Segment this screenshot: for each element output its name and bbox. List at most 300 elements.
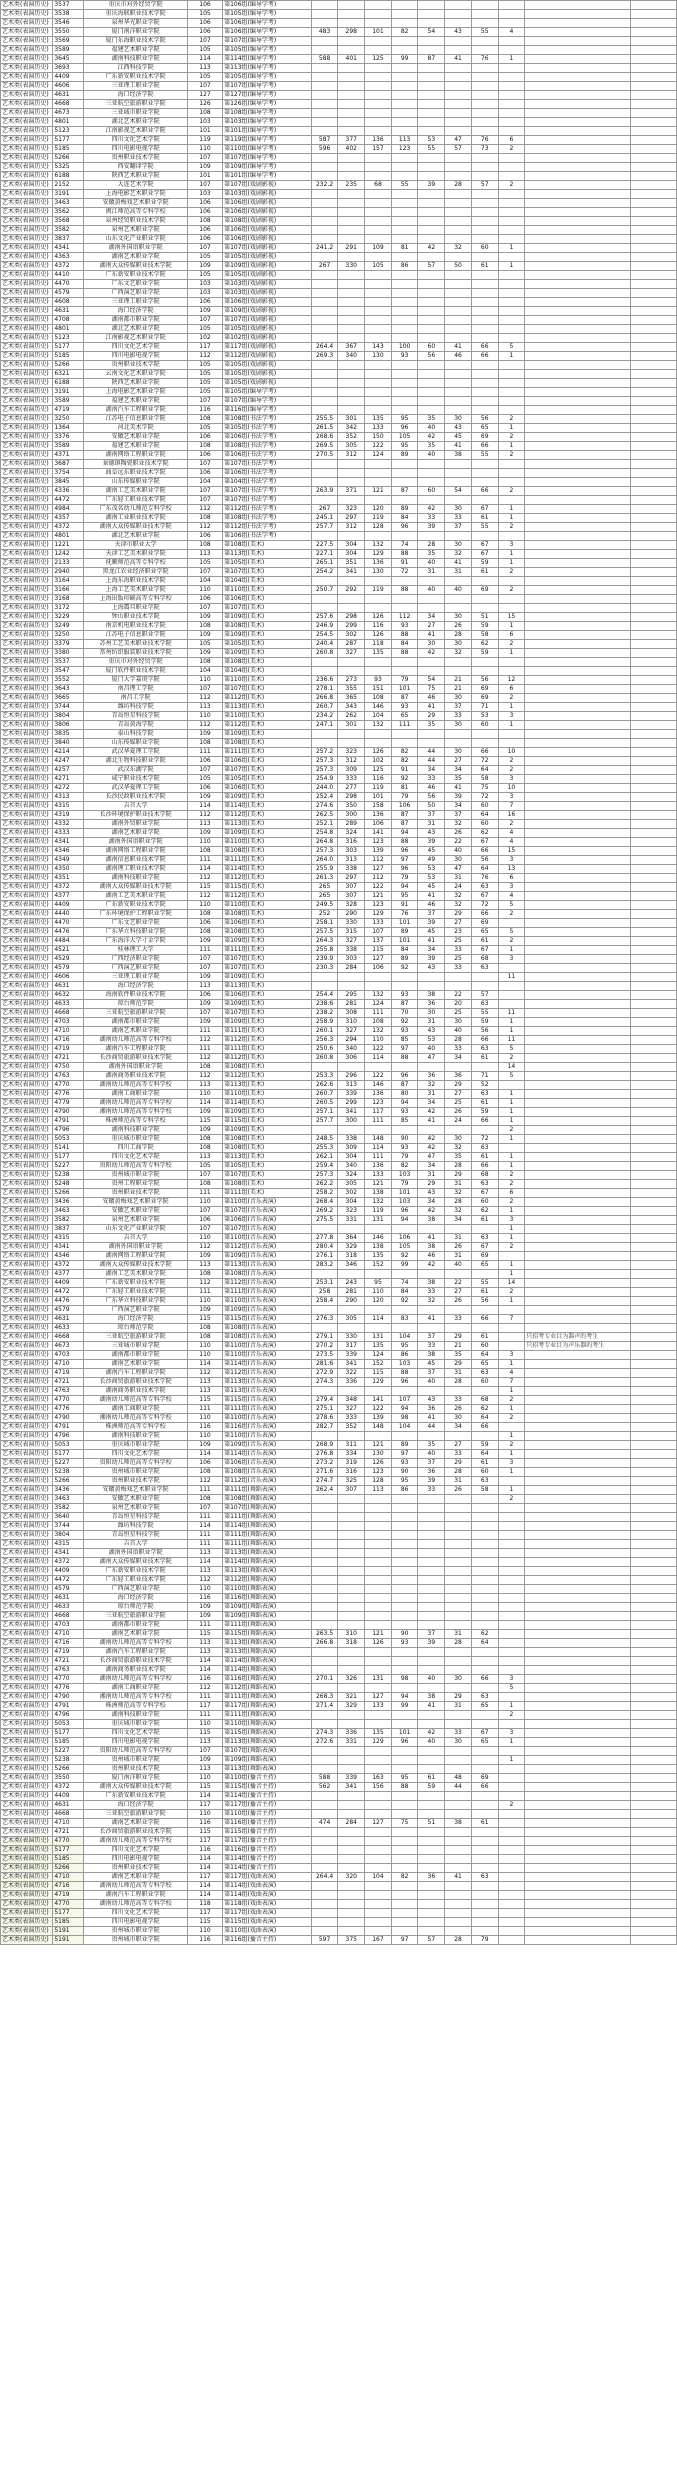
- chinese-cell: 119: [365, 1207, 392, 1216]
- empty-cell: [630, 1639, 676, 1648]
- school-code-cell: 5177: [53, 1450, 84, 1459]
- min-score-cell: 260.7: [311, 1090, 338, 1099]
- art-cell: 69: [471, 586, 498, 595]
- group-name-cell: 第112组(音乐表演): [223, 1279, 312, 1288]
- min-score-cell: 227.5: [311, 541, 338, 550]
- group-name-cell: 第107组(美术): [223, 604, 312, 613]
- school-name-cell: 三亚理工职业学院: [84, 82, 188, 91]
- remark-cell: [525, 1369, 631, 1378]
- english-cell: 27: [418, 622, 445, 631]
- math-cell: 106: [391, 1234, 418, 1243]
- empty-cell: [630, 811, 676, 820]
- table-row: [1, 406, 677, 415]
- school-name-cell: 湖南艺术职业学院: [84, 829, 188, 838]
- subject-cell: 46: [445, 352, 472, 361]
- empty-cell: [630, 1891, 676, 1900]
- chinese-cell: [365, 1918, 392, 1927]
- min-score-cell: [311, 1, 338, 10]
- remark-cell: [525, 1756, 631, 1765]
- min-rank-cell: 281: [338, 1288, 365, 1297]
- plan-count-cell: 1: [498, 1099, 525, 1108]
- table-row: [1, 1180, 677, 1189]
- subject-cell: 21: [445, 685, 472, 694]
- english-cell: 33: [418, 1342, 445, 1351]
- school-name-cell: 南京机电职业技术学院: [84, 622, 188, 631]
- category-cell: 艺术类(表演历史): [1, 46, 53, 55]
- min-rank-cell: [338, 73, 365, 82]
- min-score-cell: 275.5: [311, 1216, 338, 1225]
- category-cell: 艺术类(表演历史): [1, 1486, 53, 1495]
- art-cell: [471, 667, 498, 676]
- empty-cell: [630, 856, 676, 865]
- empty-cell: [630, 433, 676, 442]
- plan-count-cell: [498, 361, 525, 370]
- group-code-cell: 111: [187, 1405, 222, 1414]
- subject-cell: [445, 109, 472, 118]
- plan-count-cell: 3: [498, 712, 525, 721]
- category-cell: 艺术类(表演历史): [1, 694, 53, 703]
- school-name-cell: 湖北艺术职业学院: [84, 325, 188, 334]
- min-score-cell: 269.2: [311, 1207, 338, 1216]
- group-name-cell: 第106组(书法学考): [223, 451, 312, 460]
- min-rank-cell: [338, 1900, 365, 1909]
- min-rank-cell: 339: [338, 1351, 365, 1360]
- group-code-cell: 114: [187, 1360, 222, 1369]
- chinese-cell: 115: [365, 946, 392, 955]
- empty-cell: [630, 1279, 676, 1288]
- chinese-cell: [365, 109, 392, 118]
- art-cell: 63: [471, 1000, 498, 1009]
- english-cell: 38: [418, 1216, 445, 1225]
- min-rank-cell: 296: [338, 1072, 365, 1081]
- math-cell: [391, 172, 418, 181]
- group-name-cell: 第116组(播音主持): [223, 1819, 312, 1828]
- english-cell: [418, 1657, 445, 1666]
- remark-cell: [525, 586, 631, 595]
- plan-count-cell: 1: [498, 946, 525, 955]
- remark-cell: [525, 136, 631, 145]
- english-cell: [418, 1837, 445, 1846]
- school-code-cell: 4790: [53, 1108, 84, 1117]
- subject-cell: [445, 532, 472, 541]
- table-row: [1, 469, 677, 478]
- art-cell: [471, 1540, 498, 1549]
- group-code-cell: 106: [187, 433, 222, 442]
- plan-count-cell: 1: [498, 622, 525, 631]
- group-name-cell: 第112组(书法学考): [223, 523, 312, 532]
- table-row: [1, 523, 677, 532]
- empty-cell: [630, 901, 676, 910]
- group-name-cell: 第116组(舞蹈表演): [223, 1594, 312, 1603]
- art-cell: [471, 163, 498, 172]
- empty-cell: [630, 730, 676, 739]
- school-code-cell: 3744: [53, 703, 84, 712]
- math-cell: 92: [391, 1297, 418, 1306]
- empty-cell: [630, 1117, 676, 1126]
- min-rank-cell: [338, 1387, 365, 1396]
- group-name-cell: 第108组(美术): [223, 1063, 312, 1072]
- school-name-cell: 广东文艺职业学院: [84, 280, 188, 289]
- english-cell: 31: [418, 568, 445, 577]
- table-row: [1, 1099, 677, 1108]
- school-code-cell: 4579: [53, 964, 84, 973]
- subject-cell: 31: [445, 874, 472, 883]
- group-code-cell: 106: [187, 784, 222, 793]
- min-score-cell: 270.2: [311, 1342, 338, 1351]
- empty-cell: [630, 271, 676, 280]
- english-cell: 40: [418, 586, 445, 595]
- min-rank-cell: [338, 19, 365, 28]
- school-code-cell: 4791: [53, 1702, 84, 1711]
- empty-cell: [630, 766, 676, 775]
- remark-cell: [525, 1594, 631, 1603]
- subject-cell: 25: [445, 937, 472, 946]
- category-cell: 艺术类(表演历史): [1, 1567, 53, 1576]
- table-row: [1, 1648, 677, 1657]
- school-code-cell: 4410: [53, 271, 84, 280]
- group-name-cell: 第107组(美术): [223, 1009, 312, 1018]
- remark-cell: [525, 1405, 631, 1414]
- remark-cell: [525, 1450, 631, 1459]
- art-cell: 55: [471, 1279, 498, 1288]
- remark-cell: [525, 1126, 631, 1135]
- group-code-cell: 103: [187, 280, 222, 289]
- chinese-cell: 116: [365, 775, 392, 784]
- english-cell: 41: [418, 703, 445, 712]
- chinese-cell: 120: [365, 505, 392, 514]
- min-rank-cell: 312: [338, 523, 365, 532]
- subject-cell: [445, 1684, 472, 1693]
- chinese-cell: [365, 1720, 392, 1729]
- school-code-cell: 3589: [53, 442, 84, 451]
- group-name-cell: 第108组(音乐表演): [223, 1324, 312, 1333]
- plan-count-cell: [498, 1873, 525, 1882]
- math-cell: [391, 1324, 418, 1333]
- empty-cell: [630, 1108, 676, 1117]
- min-score-cell: [311, 172, 338, 181]
- min-score-cell: 255.9: [311, 865, 338, 874]
- group-name-cell: 第112组(音乐表演): [223, 1243, 312, 1252]
- table-row: [1, 1171, 677, 1180]
- min-rank-cell: [338, 235, 365, 244]
- subject-cell: 28: [445, 1936, 472, 1945]
- category-cell: 艺术类(表演历史): [1, 1621, 53, 1630]
- group-code-cell: 114: [187, 55, 222, 64]
- min-rank-cell: [338, 82, 365, 91]
- remark-cell: [525, 172, 631, 181]
- group-code-cell: 107: [187, 1009, 222, 1018]
- school-code-cell: 3589: [53, 397, 84, 406]
- group-name-cell: 第105组(戏剧影视): [223, 361, 312, 370]
- min-score-cell: 269.5: [311, 442, 338, 451]
- group-name-cell: 第108组(美术): [223, 910, 312, 919]
- remark-cell: [525, 667, 631, 676]
- chinese-cell: 135: [365, 649, 392, 658]
- school-code-cell: 4606: [53, 973, 84, 982]
- art-cell: [471, 298, 498, 307]
- group-code-cell: 127: [187, 91, 222, 100]
- min-rank-cell: 318: [338, 1639, 365, 1648]
- table-row: [1, 955, 677, 964]
- school-code-cell: 3582: [53, 226, 84, 235]
- plan-count-cell: [498, 460, 525, 469]
- empty-cell: [630, 1792, 676, 1801]
- group-name-cell: 第117组(播音主持): [223, 1801, 312, 1810]
- empty-cell: [630, 928, 676, 937]
- art-cell: 58: [471, 775, 498, 784]
- chinese-cell: 114: [365, 1144, 392, 1153]
- school-code-cell: 4315: [53, 1234, 84, 1243]
- school-code-cell: 4763: [53, 1387, 84, 1396]
- group-name-cell: 第115组(音乐表演): [223, 1396, 312, 1405]
- school-name-cell: 湖南科技职业学院: [84, 55, 188, 64]
- group-name-cell: 第111组(音乐表演): [223, 1405, 312, 1414]
- group-name-cell: 第113组(美术): [223, 1153, 312, 1162]
- group-code-cell: 113: [187, 820, 222, 829]
- group-name-cell: 第109组(美术): [223, 1000, 312, 1009]
- min-rank-cell: [338, 658, 365, 667]
- chinese-cell: [365, 1063, 392, 1072]
- school-code-cell: 5227: [53, 1747, 84, 1756]
- remark-cell: [525, 829, 631, 838]
- table-row: [1, 1549, 677, 1558]
- min-score-cell: [311, 361, 338, 370]
- table-row: [1, 1018, 677, 1027]
- plan-count-cell: [498, 1639, 525, 1648]
- min-rank-cell: 281: [338, 1000, 365, 1009]
- subject-cell: [445, 334, 472, 343]
- group-code-cell: 114: [187, 1558, 222, 1567]
- table-row: [1, 397, 677, 406]
- category-cell: 艺术类(表演历史): [1, 730, 53, 739]
- plan-count-cell: 16: [498, 811, 525, 820]
- chinese-cell: 146: [365, 703, 392, 712]
- subject-cell: 30: [445, 415, 472, 424]
- min-score-cell: [311, 1711, 338, 1720]
- school-code-cell: 4319: [53, 811, 84, 820]
- plan-count-cell: 1: [498, 514, 525, 523]
- empty-cell: [630, 757, 676, 766]
- subject-cell: 41: [445, 559, 472, 568]
- min-score-cell: 261.3: [311, 874, 338, 883]
- math-cell: [391, 1603, 418, 1612]
- group-name-cell: 第107组(舞蹈表演): [223, 1504, 312, 1513]
- table-row: [1, 262, 677, 271]
- group-name-cell: 第106组(美术): [223, 919, 312, 928]
- category-cell: 艺术类(表演历史): [1, 1927, 53, 1936]
- math-cell: [391, 298, 418, 307]
- table-row: [1, 1216, 677, 1225]
- chinese-cell: 121: [365, 1630, 392, 1639]
- table-row: [1, 1387, 677, 1396]
- school-name-cell: 河北美术学院: [84, 424, 188, 433]
- plan-count-cell: 1: [498, 703, 525, 712]
- empty-cell: [630, 73, 676, 82]
- group-code-cell: 106: [187, 1459, 222, 1468]
- empty-cell: [630, 793, 676, 802]
- art-cell: [471, 1900, 498, 1909]
- min-score-cell: 265: [311, 883, 338, 892]
- subject-cell: [445, 10, 472, 19]
- category-cell: 艺术类(表演历史): [1, 406, 53, 415]
- group-code-cell: 105: [187, 1162, 222, 1171]
- category-cell: 艺术类(表演历史): [1, 928, 53, 937]
- remark-cell: [525, 1252, 631, 1261]
- school-code-cell: 5238: [53, 1756, 84, 1765]
- min-rank-cell: 330: [338, 919, 365, 928]
- min-score-cell: 272.9: [311, 1369, 338, 1378]
- math-cell: 101: [391, 1189, 418, 1198]
- min-rank-cell: 300: [338, 1117, 365, 1126]
- group-code-cell: 119: [187, 136, 222, 145]
- group-code-cell: 114: [187, 802, 222, 811]
- plan-count-cell: [498, 397, 525, 406]
- min-rank-cell: [338, 370, 365, 379]
- plan-count-cell: 1: [498, 1270, 525, 1279]
- art-cell: [471, 1720, 498, 1729]
- subject-cell: [445, 1540, 472, 1549]
- chinese-cell: [365, 361, 392, 370]
- plan-count-cell: [498, 289, 525, 298]
- subject-cell: 33: [445, 1396, 472, 1405]
- group-name-cell: 第109组(美术): [223, 793, 312, 802]
- english-cell: [418, 496, 445, 505]
- group-name-cell: 第106组(戏剧影视): [223, 235, 312, 244]
- school-name-cell: 四川电影电视学院: [84, 1855, 188, 1864]
- math-cell: 95: [391, 442, 418, 451]
- group-code-cell: 108: [187, 109, 222, 118]
- english-cell: 40: [418, 1675, 445, 1684]
- school-code-cell: 5185: [53, 1738, 84, 1747]
- english-cell: [418, 577, 445, 586]
- empty-cell: [630, 1225, 676, 1234]
- math-cell: 93: [391, 1144, 418, 1153]
- english-cell: 54: [418, 28, 445, 37]
- group-code-cell: 115: [187, 883, 222, 892]
- category-cell: 艺术类(表演历史): [1, 361, 53, 370]
- table-row: [1, 253, 677, 262]
- chinese-cell: 108: [365, 694, 392, 703]
- school-code-cell: 4703: [53, 1351, 84, 1360]
- math-cell: [391, 1306, 418, 1315]
- category-cell: 艺术类(表演历史): [1, 19, 53, 28]
- min-rank-cell: 351: [338, 559, 365, 568]
- subject-cell: 29: [445, 1360, 472, 1369]
- school-name-cell: 湖南幼儿师范高等专科学校: [84, 1900, 188, 1909]
- art-cell: 66: [471, 748, 498, 757]
- category-cell: 艺术类(表演历史): [1, 613, 53, 622]
- min-rank-cell: 323: [338, 748, 365, 757]
- remark-cell: [525, 658, 631, 667]
- min-rank-cell: [338, 595, 365, 604]
- remark-cell: [525, 118, 631, 127]
- empty-cell: [630, 1162, 676, 1171]
- table-row: [1, 586, 677, 595]
- art-cell: [471, 1603, 498, 1612]
- art-cell: 56: [471, 1297, 498, 1306]
- school-code-cell: 4631: [53, 1801, 84, 1810]
- category-cell: 艺术类(表演历史): [1, 1495, 53, 1504]
- category-cell: 艺术类(表演历史): [1, 586, 53, 595]
- remark-cell: [525, 757, 631, 766]
- art-cell: 64: [471, 766, 498, 775]
- chinese-cell: [365, 379, 392, 388]
- math-cell: [391, 1927, 418, 1936]
- table-row: [1, 784, 677, 793]
- chinese-cell: 123: [365, 1099, 392, 1108]
- table-row: [1, 1891, 677, 1900]
- empty-cell: [630, 559, 676, 568]
- empty-cell: [630, 1324, 676, 1333]
- plan-count-cell: [498, 1774, 525, 1783]
- english-cell: 34: [418, 946, 445, 955]
- group-name-cell: 第101组(编导学考): [223, 127, 312, 136]
- art-cell: [471, 478, 498, 487]
- chinese-cell: [365, 982, 392, 991]
- school-code-cell: 4632: [53, 991, 84, 1000]
- min-score-cell: [311, 496, 338, 505]
- plan-count-cell: 1: [498, 1486, 525, 1495]
- group-code-cell: 107: [187, 37, 222, 46]
- plan-count-cell: 13: [498, 865, 525, 874]
- english-cell: 34: [418, 766, 445, 775]
- table-row: [1, 1333, 677, 1342]
- min-score-cell: [311, 1684, 338, 1693]
- english-cell: 53: [418, 874, 445, 883]
- remark-cell: [525, 1612, 631, 1621]
- group-code-cell: 109: [187, 262, 222, 271]
- empty-cell: [630, 1567, 676, 1576]
- remark-cell: [525, 1036, 631, 1045]
- min-score-cell: [311, 982, 338, 991]
- group-name-cell: 第106组(美术): [223, 784, 312, 793]
- chinese-cell: [365, 271, 392, 280]
- remark-cell: [525, 1099, 631, 1108]
- english-cell: [418, 82, 445, 91]
- school-code-cell: 3250: [53, 631, 84, 640]
- category-cell: 艺术类(表演历史): [1, 1810, 53, 1819]
- art-cell: [471, 1126, 498, 1135]
- remark-cell: [525, 1576, 631, 1585]
- group-code-cell: 113: [187, 64, 222, 73]
- table-row: [1, 1090, 677, 1099]
- min-rank-cell: [338, 496, 365, 505]
- school-code-cell: 3589: [53, 46, 84, 55]
- group-name-cell: 第107组(美术): [223, 685, 312, 694]
- art-cell: [471, 1513, 498, 1522]
- group-code-cell: 112: [187, 1036, 222, 1045]
- empty-cell: [630, 1900, 676, 1909]
- math-cell: [391, 982, 418, 991]
- group-name-cell: 第110组(音乐表演): [223, 1297, 312, 1306]
- table-row: [1, 1612, 677, 1621]
- chinese-cell: [365, 217, 392, 226]
- school-name-cell: 湖南汽车工程职业学院: [84, 406, 188, 415]
- remark-cell: [525, 1243, 631, 1252]
- art-cell: [471, 100, 498, 109]
- group-name-cell: 第113组(舞蹈表演): [223, 1765, 312, 1774]
- min-rank-cell: 309: [338, 1144, 365, 1153]
- english-cell: 53: [418, 865, 445, 874]
- school-code-cell: 4579: [53, 1306, 84, 1315]
- remark-cell: [525, 235, 631, 244]
- table-row: [1, 1576, 677, 1585]
- school-code-cell: 3546: [53, 19, 84, 28]
- category-cell: 艺术类(表演历史): [1, 1207, 53, 1216]
- subject-cell: [445, 118, 472, 127]
- group-name-cell: 第109组(舞蹈表演): [223, 1603, 312, 1612]
- min-rank-cell: [338, 64, 365, 73]
